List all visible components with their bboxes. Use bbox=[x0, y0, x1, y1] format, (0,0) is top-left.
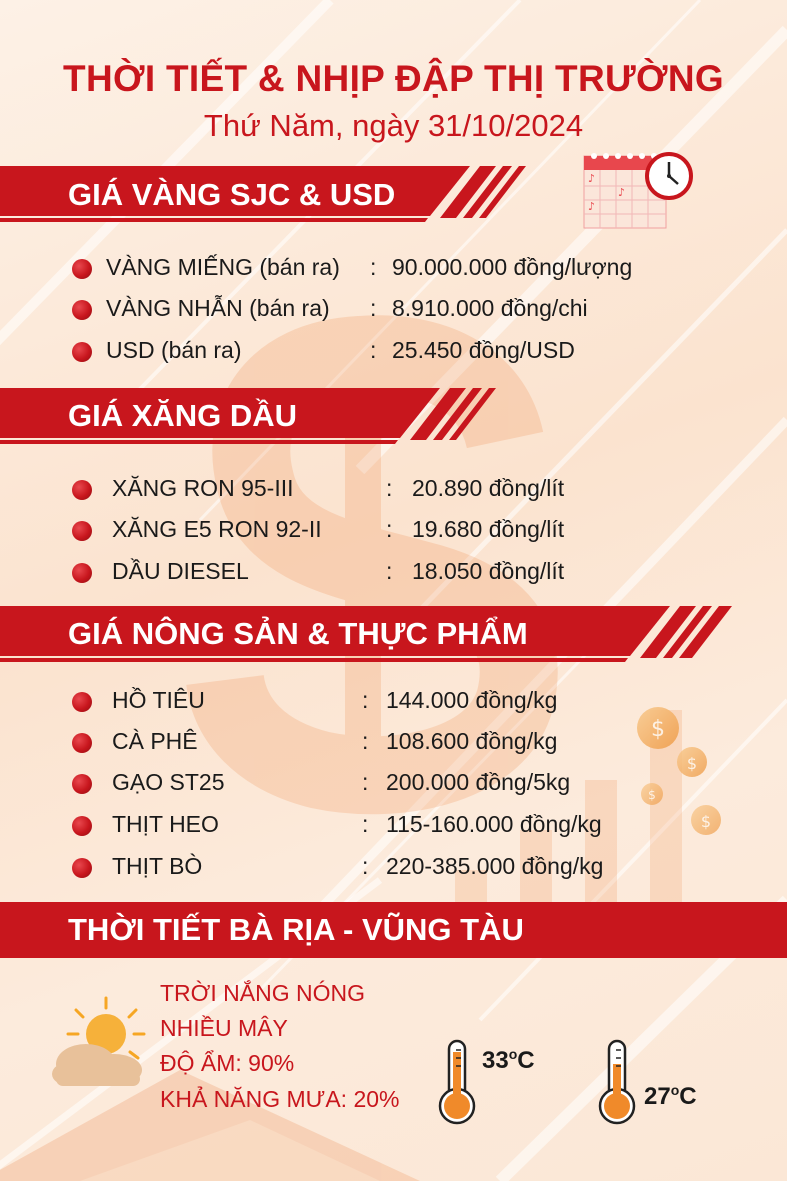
clock-icon bbox=[647, 154, 691, 198]
svg-text:$: $ bbox=[651, 717, 665, 742]
temp-unit: C bbox=[517, 1047, 535, 1074]
page-date: Thứ Năm, ngày 31/10/2024 bbox=[203, 108, 584, 143]
item-colon: : bbox=[370, 254, 377, 280]
temperature-low bbox=[644, 1082, 697, 1111]
fuel-row-2 bbox=[68, 514, 708, 548]
gold-row-3 bbox=[68, 335, 708, 369]
page-title: THỜI TIẾT & NHỊP ĐẬP THỊ TRƯỜNG bbox=[63, 58, 724, 99]
thermometer-icon bbox=[594, 1038, 640, 1128]
fuel-row-1 bbox=[68, 473, 708, 507]
bullet-icon bbox=[72, 774, 92, 794]
section-title-weather: THỜI TIẾT BÀ RỊA - VŨNG TÀU bbox=[68, 912, 524, 947]
item-label: VÀNG MIẾNG (bán ra) bbox=[106, 254, 340, 280]
temp-low-value: 27 bbox=[644, 1083, 671, 1110]
calendar-icon bbox=[580, 150, 695, 235]
food-row-5 bbox=[68, 851, 708, 885]
svg-text:$: $ bbox=[700, 812, 712, 831]
item-value: 18.050 đồng/lít bbox=[412, 558, 565, 584]
temp-unit: C bbox=[679, 1083, 697, 1110]
food-row-4 bbox=[68, 809, 708, 843]
section-title-food: GIÁ NÔNG SẢN & THỰC PHẨM bbox=[68, 616, 528, 651]
item-colon: : bbox=[386, 516, 393, 542]
item-value: 108.600 đồng/kg bbox=[386, 728, 558, 754]
item-label: GẠO ST25 bbox=[112, 769, 225, 795]
food-row-3 bbox=[68, 767, 708, 801]
weather-condition: TRỜI NẮNG NÓNG bbox=[160, 980, 366, 1006]
bullet-icon bbox=[72, 480, 92, 500]
degree-mark: o bbox=[670, 1082, 680, 1098]
svg-text:♪: ♪ bbox=[618, 186, 626, 199]
item-colon: : bbox=[386, 558, 393, 584]
gold-row-2 bbox=[68, 293, 708, 327]
weather-humidity: ĐỘ ẨM: 90% bbox=[160, 1050, 295, 1076]
section-title-fuel: GIÁ XĂNG DẦU bbox=[68, 398, 298, 433]
bullet-icon bbox=[72, 563, 92, 583]
food-row-2 bbox=[68, 726, 708, 760]
item-colon: : bbox=[362, 811, 369, 837]
item-label: USD (bán ra) bbox=[106, 337, 242, 363]
bullet-icon bbox=[72, 300, 92, 320]
bullet-icon bbox=[72, 521, 92, 541]
weather-rain: KHẢ NĂNG MƯA: 20% bbox=[160, 1086, 400, 1112]
bullet-icon bbox=[72, 692, 92, 712]
temp-high-value: 33 bbox=[482, 1047, 509, 1074]
bullet-icon bbox=[72, 342, 92, 362]
item-value: 19.680 đồng/lít bbox=[412, 516, 565, 542]
item-label: HỒ TIÊU bbox=[112, 687, 205, 713]
svg-text:♪: ♪ bbox=[588, 172, 596, 185]
sun-cloud-icon bbox=[46, 994, 156, 1090]
item-label: VÀNG NHẪN (bán ra) bbox=[106, 295, 330, 321]
item-value: 144.000 đồng/kg bbox=[386, 687, 558, 713]
item-label: CÀ PHÊ bbox=[112, 728, 198, 754]
item-colon: : bbox=[370, 295, 377, 321]
thermometer-icon bbox=[434, 1038, 480, 1128]
weather-sky: NHIỀU MÂY bbox=[160, 1015, 288, 1041]
item-value: 25.450 đồng/USD bbox=[392, 337, 575, 363]
item-value: 8.910.000 đồng/chi bbox=[392, 295, 588, 321]
item-label: XĂNG E5 RON 92-II bbox=[112, 516, 322, 542]
item-value: 200.000 đồng/5kg bbox=[386, 769, 571, 795]
item-colon: : bbox=[386, 475, 393, 501]
fuel-row-3 bbox=[68, 556, 708, 590]
gold-row-1 bbox=[68, 252, 708, 286]
food-row-1 bbox=[68, 685, 708, 719]
item-colon: : bbox=[362, 687, 369, 713]
section-title-gold: GIÁ VÀNG SJC & USD bbox=[68, 177, 396, 212]
svg-text:$: $ bbox=[686, 754, 698, 773]
item-value: 115-160.000 đồng/kg bbox=[386, 811, 602, 837]
item-value: 90.000.000 đồng/lượng bbox=[392, 254, 633, 280]
bullet-icon bbox=[72, 858, 92, 878]
temperature-high bbox=[482, 1046, 535, 1075]
item-colon: : bbox=[370, 337, 377, 363]
cloud-icon bbox=[52, 1044, 142, 1086]
item-label: THỊT HEO bbox=[112, 811, 219, 837]
svg-text:$: $ bbox=[648, 788, 656, 802]
bullet-icon bbox=[72, 816, 92, 836]
item-label: THỊT BÒ bbox=[112, 853, 203, 879]
item-label: DẦU DIESEL bbox=[112, 558, 249, 584]
item-value: 20.890 đồng/lít bbox=[412, 475, 565, 501]
degree-mark: o bbox=[508, 1046, 518, 1062]
bullet-icon bbox=[72, 733, 92, 753]
item-colon: : bbox=[362, 728, 369, 754]
svg-text:♪: ♪ bbox=[588, 200, 596, 213]
item-colon: : bbox=[362, 769, 369, 795]
item-label: XĂNG RON 95-III bbox=[112, 475, 294, 501]
item-value: 220-385.000 đồng/kg bbox=[386, 853, 604, 879]
item-colon: : bbox=[362, 853, 369, 879]
bullet-icon bbox=[72, 259, 92, 279]
